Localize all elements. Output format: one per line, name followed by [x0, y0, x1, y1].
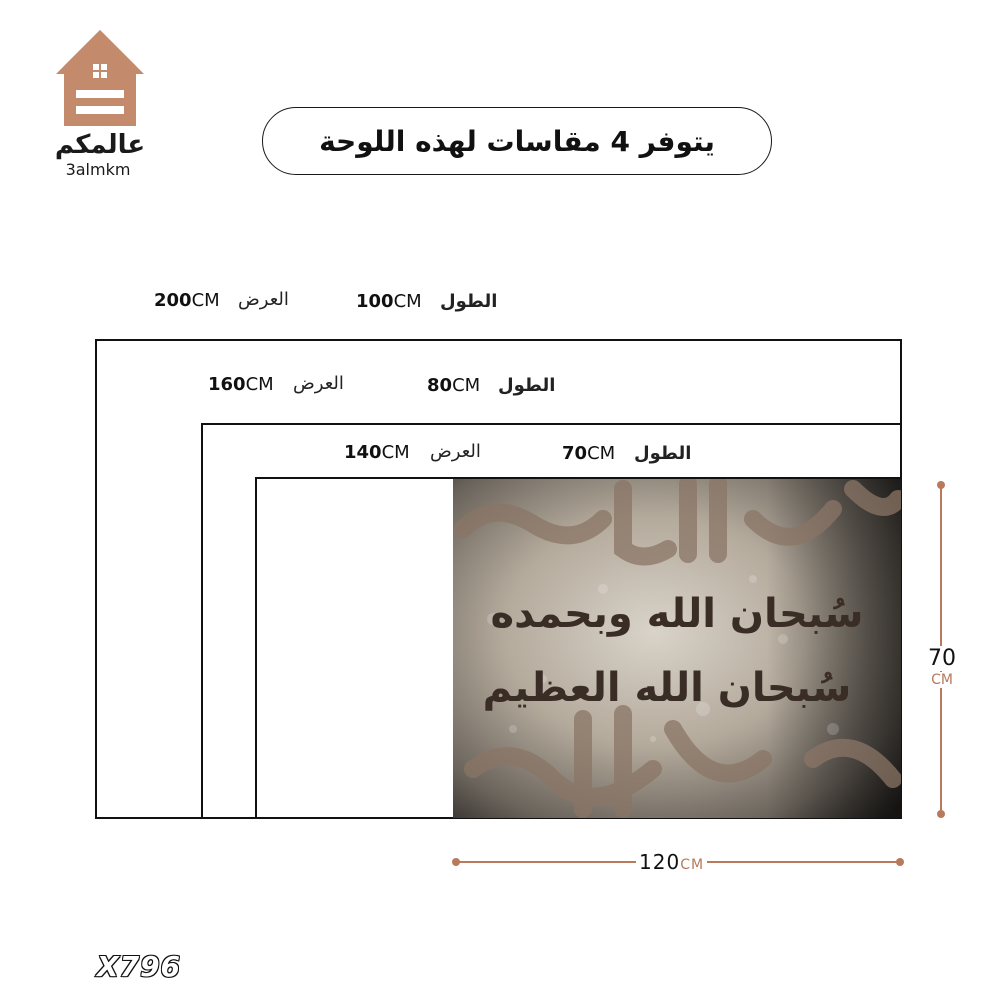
size-2-width-label: العرض	[293, 373, 344, 394]
size-1-length-label: الطول	[440, 291, 498, 312]
artwork-line-2: سُبحان الله العظيم	[482, 665, 852, 711]
size-3-width-label: العرض	[430, 441, 481, 462]
size-2-width-value: 160CM	[208, 374, 274, 395]
artwork-height-value: 70	[922, 646, 962, 671]
artwork-height-unit: CM	[922, 672, 962, 688]
size-2-length-value: 80CM	[427, 375, 481, 396]
brand-name-english: 3almkm	[65, 160, 131, 179]
product-code: X796	[97, 950, 182, 983]
size-3-width-value: 140CM	[344, 442, 410, 463]
artwork-line-1: سُبحان الله وبحمده	[490, 591, 864, 637]
size-2-length-label: الطول	[498, 375, 556, 396]
artwork-width-label: 120CM	[636, 850, 707, 874]
size-1-length-value: 100CM	[356, 291, 422, 312]
brand-name-arabic: عالمكم	[54, 130, 146, 160]
size-3-length-value: 70CM	[562, 443, 616, 464]
size-1-width-value: 200CM	[154, 290, 220, 311]
size-3-length-label: الطول	[634, 443, 692, 464]
dimension-dot-right	[896, 858, 904, 866]
sizes-available-title: يتوفر 4 مقاسات لهذه اللوحة	[262, 107, 772, 175]
calligraphy-artwork	[453, 479, 901, 818]
size-1-width-label: العرض	[238, 289, 289, 310]
dimension-dot-bottom	[937, 810, 945, 818]
